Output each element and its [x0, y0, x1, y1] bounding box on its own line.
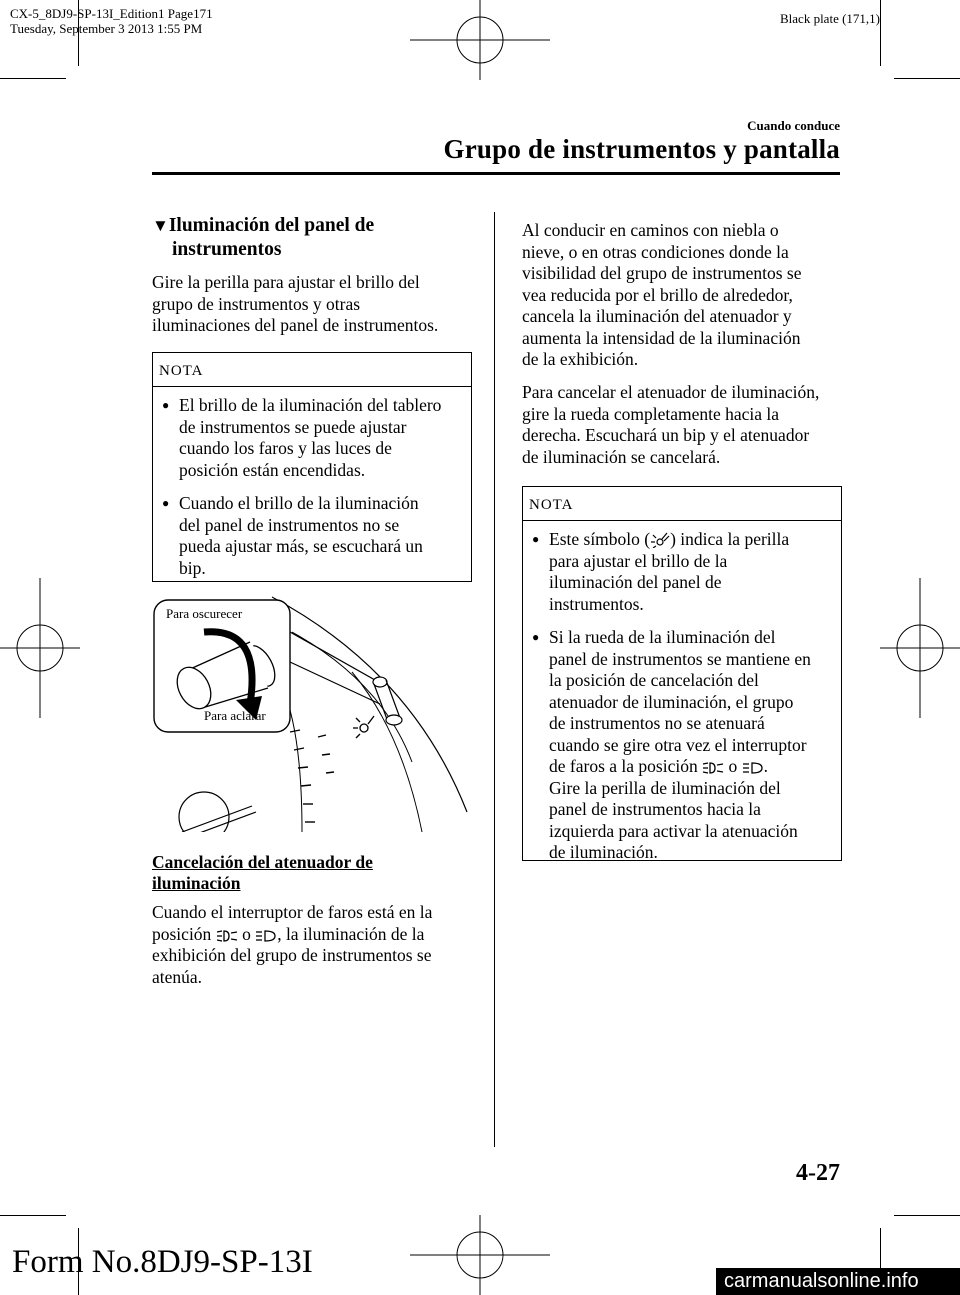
print-slug [10, 6, 213, 36]
crop-mark-icon [880, 578, 960, 718]
parking-light-icon [742, 761, 764, 775]
note-item: ● Si la rueda de la iluminación del panel de instrumentos se mantiene en la posición de cancelación del atenuador de iluminación, el grupo de instrumentos no se atenuará cuando se gire otra vez el interruptor de faros a la posición o . Gire la perilla de iluminación del panel de instrumentos hacia la izquierda para activar la atenuación de iluminación. [532, 627, 811, 862]
note-item: ● El brillo de la iluminación del tablero de instrumentos se puede ajustar cuando los faros y las luces de posición están encendidas. [162, 395, 442, 480]
crop-mark-icon [410, 0, 550, 80]
intro-paragraph: Gire la perilla para ajustar el brillo del grupo de instrumentos y otras iluminaciones del panel de instrumentos. [152, 272, 439, 335]
parking-light-icon [255, 929, 277, 943]
crop-mark-icon [410, 1215, 550, 1295]
slug-line2: Tuesday, September 3 2013 1:55 PM [10, 21, 203, 36]
slug-line1: CX-5_8DJ9-SP-13I_Edition1 Page171 [10, 6, 213, 21]
dimmer-knob-icon [353, 716, 374, 738]
form-number: Form No.8DJ9-SP-13I [12, 1244, 313, 1280]
headlight-icon [216, 929, 238, 943]
dimmer-knob-illustration [152, 592, 474, 832]
left-column [152, 214, 474, 337]
note-item: ● Este símbolo ( ) indica la perilla para ajustar el brillo de la iluminación del panel de instrumentos. [532, 529, 790, 614]
dimmer-knob-icon [650, 532, 670, 548]
plate-label: Black plate (171,1) [780, 11, 880, 26]
left-lower [152, 852, 482, 988]
note-title: NOTA [529, 497, 574, 513]
watermark-text: carmanualsonline.info [724, 1270, 919, 1292]
dimmer-figure [152, 592, 474, 832]
watermark-bar [716, 1268, 960, 1295]
note-box-right [522, 486, 842, 861]
subheading: Cancelación del atenuador de iluminación [152, 852, 373, 893]
label-darken: Para oscurecer [166, 606, 243, 621]
right-paragraph-1: Al conducir en caminos con niebla o nieve, o en otras condiciones donde la visibilidad del grupo de instrumentos se vea reducida por el brillo de alrededor, cancela la iluminación del atenuador y aumenta la intensidad de la iluminación de la exhibición. [522, 220, 802, 369]
heading-marker: ▼ [152, 216, 169, 235]
note-item: ● Cuando el brillo de la iluminación del panel de instrumentos no se pueda ajustar más, se escuchará un bip. [162, 493, 423, 578]
section-label: Cuando conduce [747, 118, 840, 133]
page-title: Grupo de instrumentos y pantalla [443, 134, 840, 164]
header-rule [152, 172, 840, 175]
dimmer-paragraph: Cuando el interruptor de faros está en la posición o , la iluminación de la exhibición del grupo de instrumentos se atenúa. [152, 902, 433, 987]
section-heading: ▼Iluminación del panel de instrumentos [152, 215, 375, 260]
note-title: NOTA [159, 363, 204, 379]
label-brighten: Para aclarar [204, 708, 266, 723]
right-paragraph-2: Para cancelar el atenuador de iluminación, gire la rueda completamente hacia la derecha. Escuchará un bip y el atenuador de iluminación se cancelará. [522, 382, 820, 467]
page-number: 4-27 [796, 1160, 840, 1186]
headlight-icon [702, 761, 724, 775]
crop-mark-icon [0, 578, 80, 718]
note-box [152, 352, 472, 582]
